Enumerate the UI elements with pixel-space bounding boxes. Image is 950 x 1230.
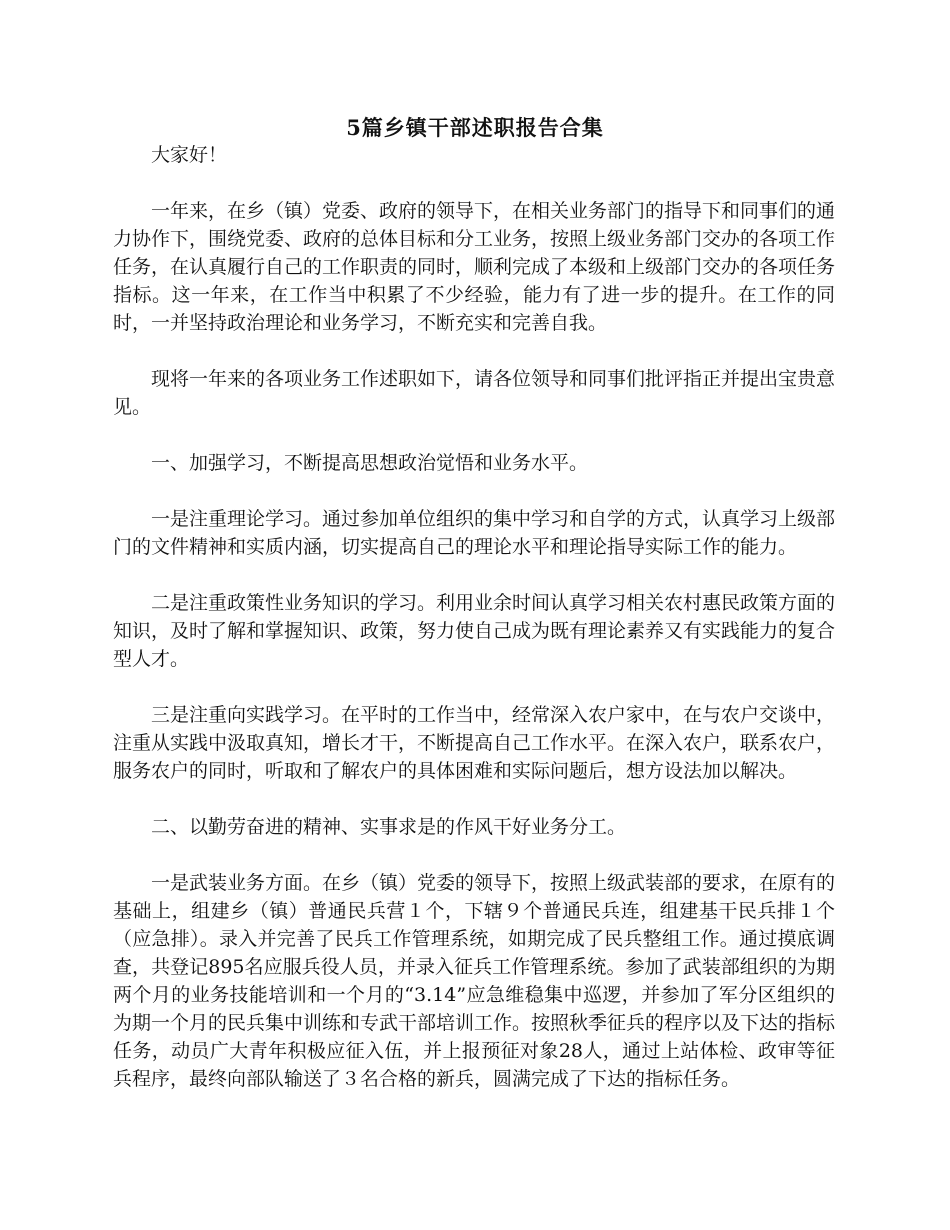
paragraph-practice-study: 三是注重向实践学习。在平时的工作当中，经常深入农户家中，在与农户交谈中，注重从实践中汲取真知，增长才干，不断提高自己工作水平。在深入农户，联系农户，服务农户的同时，听取和了解农户的具体困难和实际问题后，想方设法加以解决。 — [113, 704, 836, 782]
paragraph-policy-study: 二是注重政策性业务知识的学习。利用业余时间认真学习相关农村惠民政策方面的知识，及时了解和掌握知识、政策，努力使自己成为既有理论素养又有实践能力的复合型人才。 — [113, 592, 836, 670]
greeting: 大家好！ — [151, 144, 228, 166]
paragraph-intro: 一年来，在乡（镇）党委、政府的领导下，在相关业务部门的指导下和同事们的通力协作下，围绕党委、政府的总体目标和分工业务，按照上级业务部门交办的各项工作任务，在认真履行自己的工作职责的同时，顺利完成了本级和上级部门交办的各项任务指标。这一年来，在工作当中积累了不少经验，能力有了进一步的提升。在工作的同时，一并坚持政治理论和业务学习，不断充实和完善自我。 — [113, 200, 836, 334]
section-heading-1: 一、加强学习，不断提高思想政治觉悟和业务水平。 — [151, 452, 589, 474]
paragraph-theory-study: 一是注重理论学习。通过参加单位组织的集中学习和自学的方式，认真学习上级部门的文件精神和实质内涵，切实提高自己的理论水平和理论指导实际工作的能力。 — [113, 508, 836, 558]
paragraph-armed-forces: 一是武装业务方面。在乡（镇）党委的领导下，按照上级武装部的要求，在原有的基础上，组建乡（镇）普通民兵营１个，下辖９个普通民兵连，组建基干民兵排１个（应急排）。录入并完善了民兵工作管理系统，如期完成了民兵整组工作。通过摸底调查，共登记895名应服兵役人员，并录入征兵工作管理系统。参加了武装部组织的为期两个月的业务技能培训和一个月的“3.14”应急维稳集中巡逻，并参加了军分区组织的为期一个月的民兵集中训练和专武干部培训工作。按照秋季征兵的程序以及下达的指标任务，动员广大青年积极应征入伍，并上报预征对象28人，通过上站体检、政审等征兵程序，最终向部队输送了３名合格的新兵，圆满完成了下达的指标任务。 — [113, 872, 836, 1090]
section-heading-2: 二、以勤劳奋进的精神、实事求是的作风干好业务分工。 — [151, 816, 627, 838]
document-title: 5篇乡镇干部述职报告合集 — [346, 115, 604, 140]
document-body — [113, 141, 835, 1121]
paragraph-report-statement: 现将一年来的各项业务工作述职如下，请各位领导和同事们批评指正并提出宝贵意见。 — [113, 368, 836, 418]
